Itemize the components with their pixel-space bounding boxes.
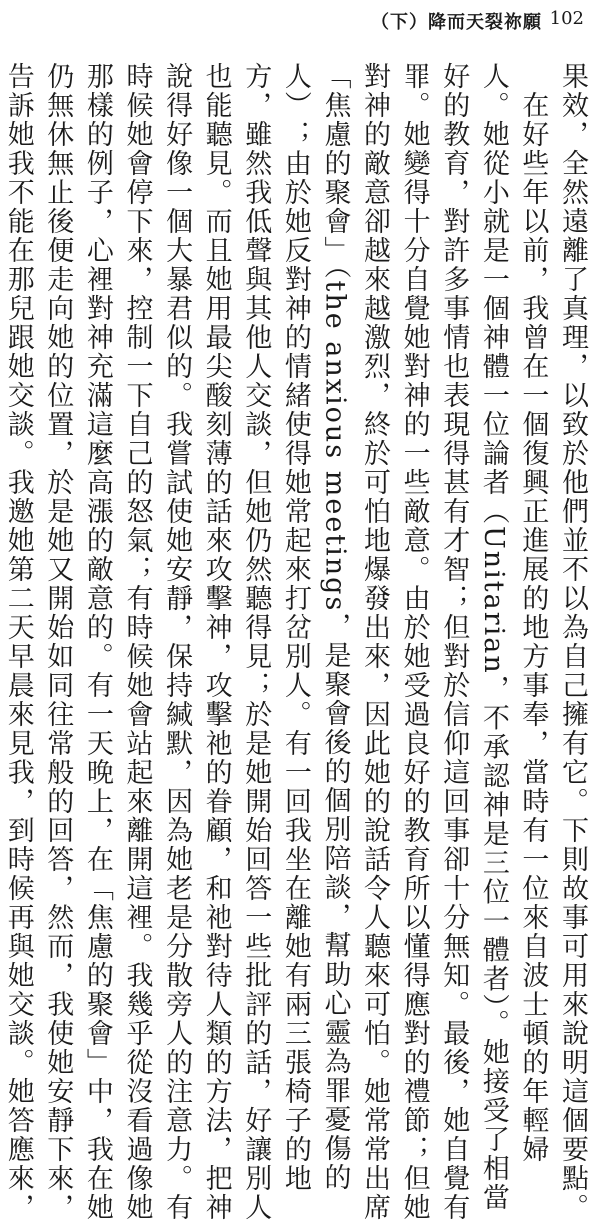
- text-column: 對神的敵意卻越來越激烈，終於可怕地爆發出來，因此她的說話令人聽來可怕。她常常出席: [359, 62, 391, 1222]
- text-column: 時候她會停下來，控制一下自己的怒氣；有時候她會站起來離開這裡。我幾乎從沒看過像她: [121, 62, 153, 1222]
- text-column: 人）；由於她反對神的情緒使得她常起來打岔別人。有一回我坐在離她有兩三張椅子的地: [279, 62, 311, 1193]
- text-column: 告訴她我不能在那兒跟她交談。我邀她第二天早晨來見我，到時候再與她交談。她答應來，: [2, 62, 34, 1222]
- text-column: 好的教育，對許多事情也表現得甚有才智；但對於信仰這回事卻十分無知。最後，她自覺有: [438, 62, 470, 1222]
- text-column: 仍無休無止後便走向她的位置，於是她又開始如同往常般的回答，然而，我使她安靜下來，: [42, 62, 74, 1222]
- text-column: 說得好像一個大暴君似的。我嘗試使她安靜，保持緘默，因為她老是分散旁人的注意力。有: [161, 62, 193, 1222]
- text-column: 那樣的例子，心裡對神充滿這麼高漲的敵意的。有一天晚上，在「焦慮的聚會」中，我在她: [81, 62, 113, 1222]
- text-column: 罪。她變得十分自覺她對神的一些敵意。由於她受過良好的教育所以懂得應對的禮節；但她: [398, 62, 430, 1222]
- text-column: 也能聽見。而且她用最尖酸刻薄的話來攻擊神，攻擊祂的眷顧，和祂對待人類的方法，把神: [200, 62, 232, 1222]
- text-column: 人。她從小就是一個神體一位論者（Unitarian，不承認神是三位一體者）。她接受了相當: [477, 62, 509, 1213]
- page-body: [2, 62, 592, 1222]
- text-column: 「焦慮的聚會」（the anxious meetings，是聚會後的個別陪談，幫助心靈為罪憂傷的: [319, 62, 351, 1193]
- text-column: 在好些年以前，我曾在一個復興正進展的地方事奉，當時有一位來自波士頓的年輕婦: [517, 62, 549, 1164]
- page-header: [0, 4, 600, 36]
- text-column: 果效，全然遠離了真理，以致於他們並不以為自己擁有它。下則故事可用來說明這個要點。: [557, 62, 588, 1222]
- chapter-title: （下）降而天裂祢願: [371, 12, 542, 33]
- page-number: 102: [549, 8, 584, 29]
- text-column: 方，雖然我低聲與其他人交談，但她仍然聽得見；於是她開始回答一些批評的話，好讓別人: [240, 62, 272, 1222]
